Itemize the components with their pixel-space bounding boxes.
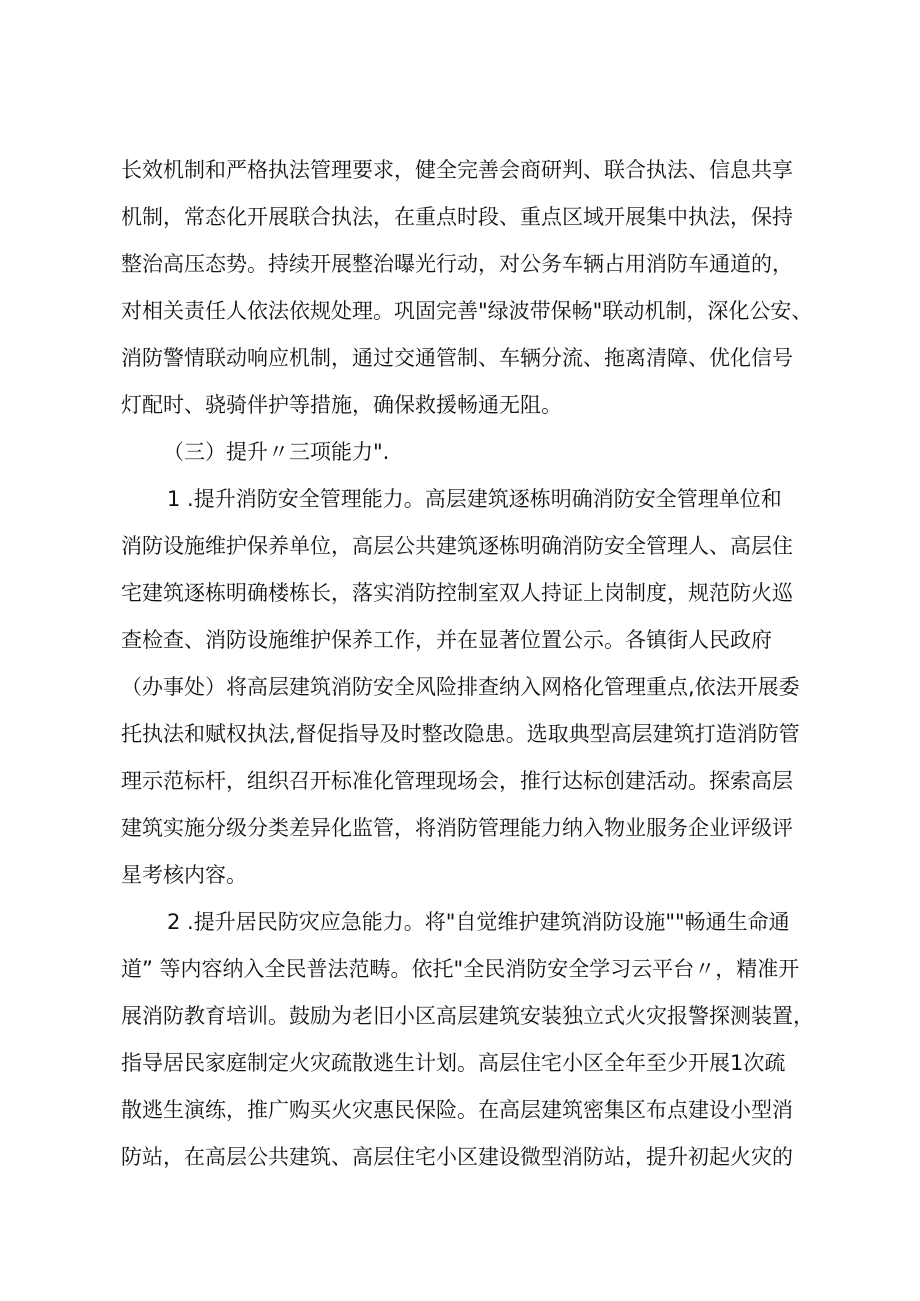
- text-line: 道” 等内容纳入全民普法范畴。依托"全民消防安全学习云平台〃，精准开: [121, 957, 800, 981]
- text-line: （办事处）将高层建筑消防安全风险排查纳入网格化管理重点,依法开展委: [121, 675, 800, 699]
- document-body: [121, 147, 821, 1181]
- text-line: 1 .提升消防安全管理能力。高层建筑逐栋明确消防安全管理单位和: [167, 487, 782, 511]
- text-line: 整治高压态势。持续开展整治曝光行动，对公务车辆占用消防车通道的，: [121, 252, 793, 276]
- text-line: 消防设施维护保养单位，高层公共建筑逐栋明确消防安全管理人、高层住: [121, 534, 793, 558]
- text-line: 防站，在高层公共建筑、高层住宅小区建设微型消防站，提升初起火灾的: [121, 1145, 793, 1169]
- text-line: 指导居民家庭制定火灾疏散逃生计划。高层住宅小区全年至少开展1次疏: [121, 1051, 786, 1075]
- text-line: （三）提升〃三项能力".: [163, 440, 390, 464]
- text-line: 展消防教育培训。鼓励为老旧小区高层建筑安装独立式火灾报警探测装置，: [121, 1004, 814, 1028]
- text-line: 理示范标杆，组织召开标准化管理现场会，推行达标创建活动。探索高层: [121, 769, 793, 793]
- text-line: 机制，常态化开展联合执法，在重点时段、重点区域开展集中执法，保持: [121, 205, 793, 229]
- text-line: 托执法和赋权执法,督促指导及时整改隐患。选取典型高层建筑打造消防管: [121, 722, 800, 746]
- text-line: 对相关责任人依法依规处理。巩固完善"绿波带保畅"联动机制，深化公安、: [121, 299, 813, 323]
- text-line: 星考核内容。: [121, 863, 247, 887]
- text-line: 建筑实施分级分类差异化监管，将消防管理能力纳入物业服务企业评级评: [121, 816, 793, 840]
- text-line: 消防警情联动响应机制，通过交通管制、车辆分流、拖离清障、优化信号: [121, 346, 793, 370]
- text-line: 灯配时、骁骑伴护等措施，确保救援畅通无阻。: [121, 393, 562, 417]
- text-line: 查检查、消防设施维护保养工作，并在显著位置公示。各镇街人民政府: [121, 628, 772, 652]
- text-line: 散逃生演练，推广购买火灾惠民保险。在高层建筑密集区布点建设小型消: [121, 1098, 793, 1122]
- text-line: 2 .提升居民防灾应急能力。将"自觉维护建筑消防设施""畅通生命通: [167, 910, 790, 934]
- text-line: 长效机制和严格执法管理要求，健全完善会商研判、联合执法、信息共享: [121, 158, 793, 182]
- text-line: 宅建筑逐栋明确楼栋长，落实消防控制室双人持证上岗制度，规范防火巡: [121, 581, 793, 605]
